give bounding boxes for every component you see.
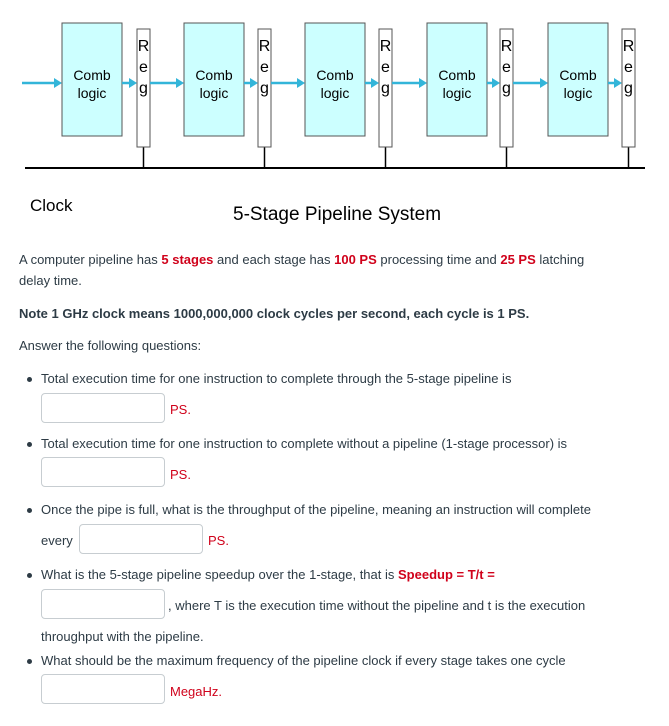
answer-5-input[interactable] xyxy=(41,674,165,704)
answer-3-input[interactable] xyxy=(79,524,203,554)
bullet xyxy=(27,377,32,382)
register-letter: g xyxy=(139,80,148,97)
question-4-line2: throughput with the pipeline. xyxy=(41,629,204,644)
intro-text: A computer pipeline has xyxy=(19,252,162,267)
intro-text: and each stage has xyxy=(213,252,335,267)
stage-to-reg-arrow-head xyxy=(129,78,137,88)
question-5-text: What should be the maximum frequency of the pipeline clock if every stage takes one cycle xyxy=(41,653,566,668)
intro-line-1 xyxy=(19,251,584,269)
reg-to-stage-arrow-head xyxy=(297,78,305,88)
pipeline-stages xyxy=(22,23,645,168)
comb-logic-label: Comb xyxy=(559,67,597,83)
register-letter: R xyxy=(137,38,150,55)
question-3-text: Once the pipe is full, what is the throughput of the pipeline, meaning an instruction will complete xyxy=(41,502,591,517)
diagram-title: 5-Stage Pipeline System xyxy=(233,204,442,225)
register-letter: R xyxy=(379,38,392,55)
comb-logic-label: logic xyxy=(442,85,472,101)
bullet xyxy=(27,442,32,447)
answer-1-unit: PS. xyxy=(170,402,191,417)
clock-label: Clock xyxy=(30,196,73,215)
pipeline-diagram xyxy=(0,0,669,190)
register-letter: e xyxy=(624,59,633,76)
intro-text: processing time and xyxy=(376,252,501,267)
register-letter: R xyxy=(500,38,513,55)
register-letter: R xyxy=(622,38,635,55)
stage-to-reg-arrow-head xyxy=(371,78,379,88)
reg-to-stage-arrow-head xyxy=(540,78,548,88)
stage-to-reg-arrow-head xyxy=(492,78,500,88)
answer-4-input[interactable] xyxy=(41,589,165,619)
question-4-text xyxy=(41,566,495,584)
question-2-text: Total execution time for one instruction to complete without a pipeline (1-stage processor) is xyxy=(41,436,568,451)
register-letter: g xyxy=(502,80,511,97)
register-letter: e xyxy=(260,59,269,76)
intro-processing-time: 100 PS xyxy=(334,252,377,267)
answer-1-input[interactable] xyxy=(41,393,165,423)
comb-logic-label: logic xyxy=(320,85,350,101)
stage-to-reg-arrow-head xyxy=(614,78,622,88)
register-letter: R xyxy=(258,38,271,55)
intro-line-2: delay time. xyxy=(19,273,82,288)
register-letter: g xyxy=(260,80,269,97)
comb-logic-label: logic xyxy=(199,85,229,101)
answer-prompt: Answer the following questions: xyxy=(19,338,202,353)
speedup-formula: Speedup = T/t = xyxy=(398,567,495,582)
reg-to-stage-arrow-head xyxy=(176,78,184,88)
answer-5-unit: MegaHz. xyxy=(170,684,223,699)
bullet xyxy=(27,573,32,578)
answer-2-input[interactable] xyxy=(41,457,165,487)
question-1-text: Total execution time for one instruction to complete through the 5-stage pipeline is xyxy=(41,371,512,386)
bullet xyxy=(27,659,32,664)
bullet xyxy=(27,508,32,513)
answer-2-unit: PS. xyxy=(170,467,191,482)
comb-logic-label: Comb xyxy=(195,67,233,83)
answer-3-unit: PS. xyxy=(208,533,229,548)
input-arrow-head xyxy=(54,78,62,88)
register-letter: g xyxy=(381,80,390,97)
stage-to-reg-arrow-head xyxy=(250,78,258,88)
register-letter: e xyxy=(381,59,390,76)
register-letter: g xyxy=(624,80,633,97)
register-letter: e xyxy=(139,59,148,76)
intro-text: latching xyxy=(535,252,585,267)
comb-logic-label: logic xyxy=(563,85,593,101)
comb-logic-label: Comb xyxy=(438,67,476,83)
reg-to-stage-arrow-head xyxy=(419,78,427,88)
note: Note 1 GHz clock means 1000,000,000 clock cycles per second, each cycle is 1 PS. xyxy=(19,306,530,321)
register-letter: e xyxy=(502,59,511,76)
comb-logic-label: Comb xyxy=(316,67,354,83)
question-4-lead: What is the 5-stage pipeline speedup over the 1-stage, that is xyxy=(41,567,398,582)
intro-stages: 5 stages xyxy=(161,252,214,267)
question-4-after: , where T is the execution time without the pipeline and t is the execution xyxy=(168,598,586,613)
comb-logic-label: Comb xyxy=(73,67,111,83)
intro-latch-time: 25 PS xyxy=(500,252,536,267)
question-3-prefix: every xyxy=(41,533,73,548)
comb-logic-label: logic xyxy=(77,85,107,101)
